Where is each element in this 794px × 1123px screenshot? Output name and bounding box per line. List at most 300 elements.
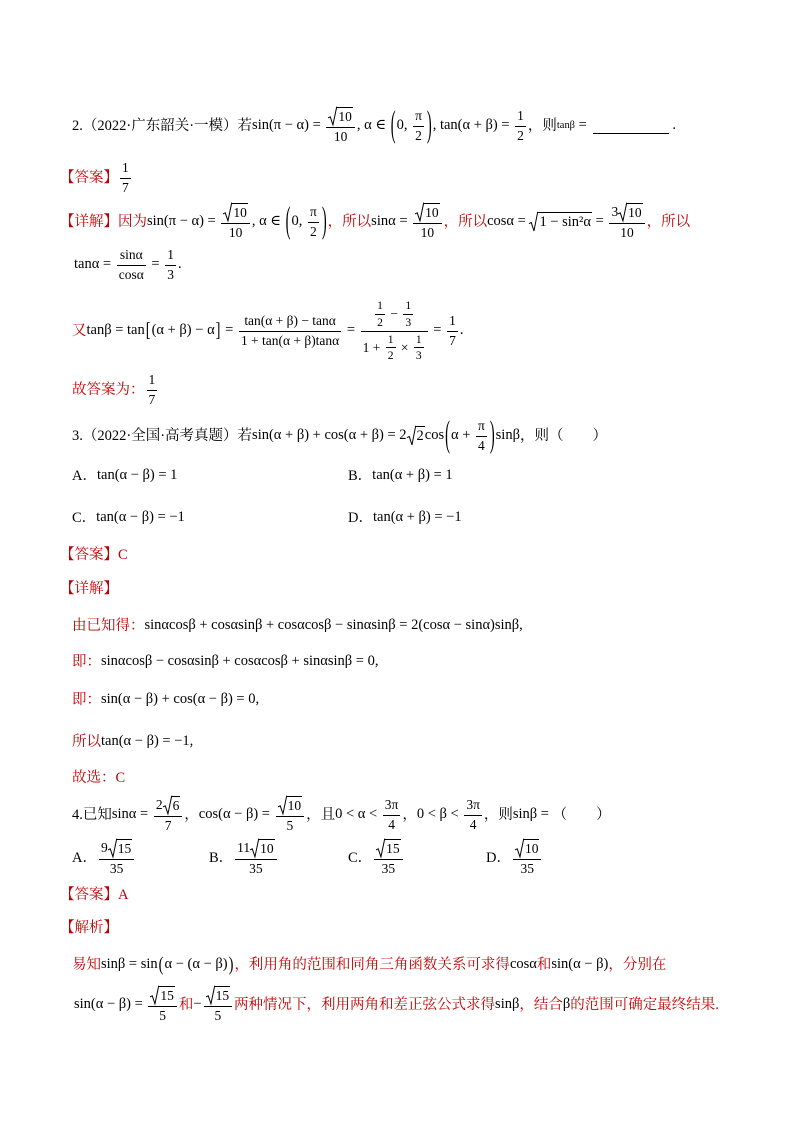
numerator: [326, 107, 354, 127]
fraction: [308, 204, 319, 239]
q2-answer: [60, 155, 133, 201]
radicand: [423, 203, 439, 221]
numerator: [447, 313, 458, 331]
math-expression: , tan(α + β) =: [432, 117, 514, 134]
fraction: [374, 839, 402, 876]
text-run: 4.已知: [72, 806, 112, 823]
fraction: [403, 299, 413, 330]
fraction: [326, 107, 354, 144]
denominator: [464, 816, 482, 833]
answer-text: ，所以: [646, 213, 691, 230]
math-expression: cos(α − β) =: [198, 806, 274, 823]
math-expression: tanβ = tan: [86, 322, 145, 339]
radical-sign-icon: [206, 986, 215, 1004]
numerator: [148, 986, 176, 1006]
answer-text: 易知: [72, 956, 101, 973]
math-expression: 3: [405, 315, 412, 329]
math-expression: 10: [233, 205, 247, 221]
fraction: [154, 796, 182, 833]
math-expression: cosα: [509, 956, 537, 973]
q2-detail-line-3: [72, 298, 464, 363]
radical-sign-icon: [150, 986, 159, 1004]
square-root: [376, 839, 400, 857]
radical-sign-icon: [250, 839, 259, 857]
radical-sign-icon: [163, 796, 172, 814]
math-expression: 7: [148, 391, 156, 407]
math-expression: .: [459, 322, 464, 339]
math-expression: β: [562, 996, 571, 1013]
radicand: [286, 796, 302, 814]
square-root: [618, 203, 642, 221]
math-expression: =: [221, 322, 237, 339]
q3-option-d: [348, 495, 462, 541]
square-root: [163, 796, 181, 814]
math-expression: sin(π − α) =: [147, 213, 220, 230]
denominator: [414, 348, 424, 363]
answer-text: 所以: [72, 733, 101, 750]
math-expression: 2: [155, 797, 163, 813]
math-expression: 1: [148, 372, 156, 388]
radical-sign-icon: [328, 107, 337, 125]
square-root: [529, 212, 592, 231]
bracket-group: [158, 953, 235, 976]
square-root: [328, 107, 352, 125]
fraction: [221, 203, 249, 240]
math-expression: 1: [167, 247, 174, 263]
answer-text: 即：: [72, 653, 101, 670]
math-expression: 7: [449, 332, 456, 348]
math-expression: 2: [387, 349, 394, 363]
numerator: [413, 203, 441, 223]
math-expression: =: [429, 322, 446, 339]
math-expression: tan(α + β) = −1: [372, 509, 462, 526]
square-root: [278, 796, 302, 814]
math-expression: sin(α − β): [551, 956, 609, 973]
close-bracket: ): [489, 414, 495, 456]
math-expression: 35: [109, 860, 124, 876]
math-expression: , α ∈: [251, 213, 285, 230]
text-run: ，则（ ）: [519, 427, 607, 444]
math-expression: −: [193, 996, 202, 1013]
radicand: [214, 986, 230, 1004]
math-expression: tanα =: [74, 256, 115, 273]
fraction: [464, 797, 482, 832]
denominator: [147, 391, 158, 408]
denominator: [308, 223, 319, 240]
numerator: [276, 796, 304, 816]
math-expression: sin(α − β) =: [74, 996, 147, 1013]
answer-text: 故选：C: [72, 769, 126, 786]
math-expression: 10: [420, 224, 435, 240]
fraction: [239, 313, 341, 348]
fraction: [375, 299, 385, 330]
math-expression: (α + β) − α: [151, 322, 215, 339]
math-expression: 5: [159, 1007, 167, 1023]
math-expression: tan(α − β) = −1: [96, 509, 185, 526]
q4-stem: [72, 792, 611, 838]
denominator: [513, 860, 541, 877]
math-expression: 9: [100, 840, 108, 856]
math-expression: 0 < α <: [335, 806, 381, 823]
open-bracket: (: [445, 414, 450, 456]
answer-text: 【答案】: [60, 169, 118, 186]
numerator: [609, 203, 644, 223]
math-expression: 7: [122, 179, 129, 195]
math-expression: 1: [517, 108, 524, 124]
radicand: [415, 426, 425, 445]
radical-sign-icon: [108, 839, 117, 857]
denominator: [375, 315, 385, 330]
fraction: [165, 247, 176, 282]
math-expression: =: [147, 256, 164, 273]
math-expression: 1: [122, 160, 129, 176]
text-run: C．: [72, 509, 97, 526]
denominator: [403, 315, 413, 330]
denominator: [204, 1007, 232, 1024]
math-expression: 3: [415, 349, 422, 363]
text-run: 2.（2022·广东韶关·一模）若: [72, 117, 253, 134]
fraction: [447, 313, 458, 348]
numerator: [239, 313, 341, 331]
close-bracket: ): [426, 104, 432, 146]
numerator: [117, 247, 146, 265]
math-expression: 7: [164, 817, 172, 833]
answer-text: 和: [178, 996, 194, 1013]
fraction: [515, 108, 526, 143]
radical-sign-icon: [618, 203, 627, 221]
text-run: ，且: [306, 806, 336, 823]
answer-text: ，结合: [519, 996, 563, 1013]
q2-stem: [72, 103, 676, 149]
q4-option-c: [348, 835, 405, 881]
bracket-content: [152, 322, 215, 339]
math-expression: 1: [415, 332, 422, 346]
numerator: [165, 247, 176, 265]
denominator: [326, 128, 354, 145]
math-expression: sinαcosβ − cosαsinβ + cosαcosβ + sinαsinβ = 0,: [101, 653, 379, 670]
answer-blank: [593, 118, 669, 134]
radical-sign-icon: [376, 839, 385, 857]
open-bracket: [: [145, 319, 151, 342]
denominator: [515, 127, 526, 144]
math-expression: 0 < β <: [416, 806, 463, 823]
text-run: ，: [402, 806, 417, 823]
math-expression: 5: [214, 1007, 222, 1023]
numerator: [120, 160, 131, 178]
numerator: [235, 839, 276, 859]
math-expression: −: [386, 306, 402, 321]
q2-detail-line-2: [74, 242, 182, 288]
text-run: A．: [72, 467, 97, 484]
radical-sign-icon: [415, 203, 424, 221]
fraction: [413, 203, 441, 240]
numerator: [386, 333, 396, 349]
math-expression: 15: [386, 841, 400, 857]
bracket-group: [444, 414, 496, 456]
bracket-content: [292, 204, 321, 239]
radicand: [116, 839, 132, 857]
radicand: [537, 212, 592, 231]
denominator: [447, 332, 458, 349]
denominator: [120, 179, 131, 196]
text-run: D．: [486, 849, 511, 866]
denominator: [276, 817, 304, 834]
denominator: [609, 224, 644, 241]
q4-option-d: [486, 835, 543, 881]
math-expression: sinβ = sin: [101, 956, 158, 973]
math-expression: sinα =: [371, 213, 412, 230]
close-bracket: ]: [215, 319, 221, 342]
math-expression: 10: [228, 224, 243, 240]
fraction: [476, 418, 487, 453]
numerator: [375, 299, 385, 315]
math-expression: 10: [338, 109, 352, 125]
math-expression: π: [415, 108, 422, 124]
numerator: [308, 204, 319, 222]
fraction: [117, 247, 146, 282]
answer-text: 的范围可确定最终结果.: [570, 996, 719, 1013]
math-expression: α +: [450, 427, 474, 444]
math-expression: 35: [249, 860, 263, 876]
q2-conclusion: [72, 367, 159, 413]
numerator: [513, 839, 541, 859]
math-expression: sin(α + β) + cos(α + β) = 2: [252, 427, 407, 444]
math-expression: 1: [387, 332, 394, 346]
numerator: [476, 418, 487, 436]
numerator: [204, 986, 232, 1006]
math-expression: 35: [381, 860, 396, 876]
radical-sign-icon: [223, 203, 232, 221]
math-expression: =: [592, 213, 608, 230]
math-expression: 1: [449, 313, 456, 329]
text-run: A．: [72, 849, 97, 866]
math-expression: 4: [469, 816, 477, 832]
math-expression: 1 +: [362, 339, 384, 355]
math-expression: 3: [611, 204, 619, 220]
q3-step-3: [72, 677, 259, 723]
radicand: [626, 203, 642, 221]
math-expression: tan(α − β) = 1: [96, 467, 178, 484]
math-expression: sin(α − β) + cos(α − β) = 0,: [101, 691, 260, 708]
q4-analysis-line-2: [74, 982, 719, 1028]
math-expression: 5: [286, 817, 294, 833]
math-expression: cosα =: [487, 213, 530, 230]
radicand: [258, 839, 274, 857]
math-expression: sinα: [119, 247, 143, 263]
answer-text: ，分别在: [608, 956, 667, 973]
answer-text: 【详解】因为: [60, 213, 147, 230]
numerator: [99, 839, 134, 859]
text-run: ，则: [527, 117, 557, 134]
bracket-group: [285, 200, 328, 242]
math-expression: 6: [172, 798, 180, 814]
bracket-content: [451, 418, 489, 453]
math-expression: .: [177, 256, 182, 273]
radical-sign-icon: [529, 212, 538, 231]
denominator: [235, 860, 276, 877]
radicand: [384, 839, 400, 857]
math-expression: 0,: [396, 117, 412, 134]
numerator: [414, 333, 424, 349]
answer-text: 【答案】A: [60, 886, 129, 903]
math-expression: .: [672, 117, 677, 134]
answer-text: 故答案为：: [72, 381, 145, 398]
math-expression: sin(π − α) =: [252, 117, 325, 134]
radicand: [171, 796, 181, 814]
math-expression: 2: [377, 315, 383, 329]
square-root: [223, 203, 247, 221]
text-run: B．: [348, 467, 373, 484]
text-run: ，则: [483, 806, 513, 823]
math-expression: 1 − sin²α: [539, 214, 591, 231]
square-root: [407, 426, 425, 445]
math-expression: 10: [620, 224, 634, 240]
math-expression: 3π: [384, 797, 399, 813]
fraction: [120, 160, 131, 195]
close-bracket: ): [321, 200, 327, 242]
math-expression: 15: [117, 841, 132, 857]
denominator: [165, 266, 176, 283]
bracket-content: [397, 108, 426, 143]
text-run: （ ）: [552, 806, 611, 823]
text-run: B．: [209, 849, 234, 866]
answer-text: 和: [536, 956, 552, 973]
denominator: [386, 348, 396, 363]
math-expression: 15: [215, 988, 230, 1004]
fraction: [148, 986, 176, 1023]
math-expression: π: [310, 204, 317, 220]
answer-text: 【答案】C: [60, 546, 128, 563]
math-expression: 4: [388, 816, 395, 832]
math-expression: 3: [167, 266, 174, 282]
radicand: [158, 986, 174, 1004]
numerator: [383, 797, 401, 815]
denominator: [413, 127, 424, 144]
denominator: [383, 816, 401, 833]
math-expression: sinβ: [495, 427, 520, 444]
numerator: [464, 797, 482, 815]
open-bracket: (: [285, 200, 291, 242]
answer-text: 又: [72, 322, 87, 339]
answer-text: 由已知得：: [72, 617, 145, 634]
fraction: [513, 839, 541, 876]
text-run: ，: [184, 806, 199, 823]
square-root: [150, 986, 174, 1004]
denominator: [154, 817, 182, 834]
answer-text: 【详解】: [60, 580, 118, 597]
denominator: [117, 266, 146, 283]
fraction: [383, 797, 401, 832]
math-expression: =: [574, 117, 591, 134]
math-expression: , α ∈: [356, 117, 390, 134]
math-expression: 3π: [466, 797, 480, 813]
math-expression: π: [478, 418, 485, 434]
radicand: [231, 203, 247, 221]
denominator: [148, 1007, 176, 1024]
square-root: [108, 839, 132, 857]
answer-text: ，所以: [327, 213, 372, 230]
math-expression: 1: [377, 298, 383, 312]
q3-option-a: [72, 453, 177, 499]
math-expression: sinβ =: [512, 806, 553, 823]
fraction: [147, 372, 158, 407]
math-expression: cosα: [118, 266, 144, 282]
math-expression: 1 + tan(α + β)tanα: [240, 332, 340, 348]
denominator: [361, 332, 428, 364]
numerator: [221, 203, 249, 223]
denominator: [239, 332, 341, 349]
answer-text: 即：: [72, 691, 101, 708]
math-expression: 2: [310, 223, 317, 239]
radical-sign-icon: [278, 796, 287, 814]
answer-text: 两种情况下，利用两角和差正弦公式求得: [234, 996, 496, 1013]
open-bracket: (: [158, 953, 164, 976]
math-expression: tan(α − β) = −1,: [101, 733, 194, 750]
math-expression: 10: [524, 841, 539, 857]
math-expression: 35: [520, 860, 534, 876]
math-expression: α − (α − β): [164, 956, 228, 973]
numerator: [515, 108, 526, 126]
math-expression: 10: [260, 841, 274, 857]
numerator: [403, 299, 413, 315]
fraction: [204, 986, 232, 1023]
math-expression: 0,: [291, 213, 307, 230]
open-bracket: (: [390, 104, 396, 146]
math-expression: cos: [424, 427, 445, 444]
text-run: C．: [348, 849, 373, 866]
q4-option-b: [209, 835, 279, 881]
text-run: D．: [348, 509, 373, 526]
numerator: [154, 796, 182, 816]
bracket-group: [390, 104, 433, 146]
math-expression: sinαcosβ + cosαsinβ + cosαcosβ − sinαsinβ = 2(cosα − sinα)sinβ,: [144, 617, 523, 634]
radical-sign-icon: [515, 839, 524, 857]
answer-text: ，利用角的范围和同角三角函数关系可求得: [234, 956, 510, 973]
denominator: [413, 224, 441, 241]
math-expression: sinβ: [495, 996, 520, 1013]
fraction: [414, 333, 424, 364]
math-expression: tanβ: [556, 119, 575, 131]
denominator: [374, 860, 402, 877]
numerator: [413, 108, 424, 126]
square-root: [206, 986, 230, 1004]
square-root: [515, 839, 539, 857]
q2-detail-line-1: [60, 199, 690, 245]
math-expression: 10: [425, 205, 439, 221]
square-root: [415, 203, 439, 221]
close-bracket: ): [228, 953, 234, 976]
math-expression: 2: [415, 127, 422, 143]
radicand: [523, 839, 539, 857]
math-expression: tan(α + β) = 1: [372, 467, 453, 484]
text-run: 3.（2022·全国·高考真题）若: [72, 427, 253, 444]
radical-sign-icon: [407, 426, 416, 445]
bracket-content: [165, 956, 228, 973]
fraction: [413, 108, 424, 143]
math-expression: ×: [397, 339, 412, 355]
denominator: [476, 437, 487, 454]
denominator: [221, 224, 249, 241]
fraction: [276, 796, 304, 833]
math-expression: 10: [287, 798, 302, 814]
radicand: [336, 107, 352, 125]
q3-option-b: [348, 453, 453, 499]
math-expression: 10: [333, 128, 348, 144]
math-expression: 1: [405, 298, 412, 312]
square-root: [250, 839, 274, 857]
numerator: [361, 299, 428, 332]
answer-text: ，所以: [443, 213, 488, 230]
